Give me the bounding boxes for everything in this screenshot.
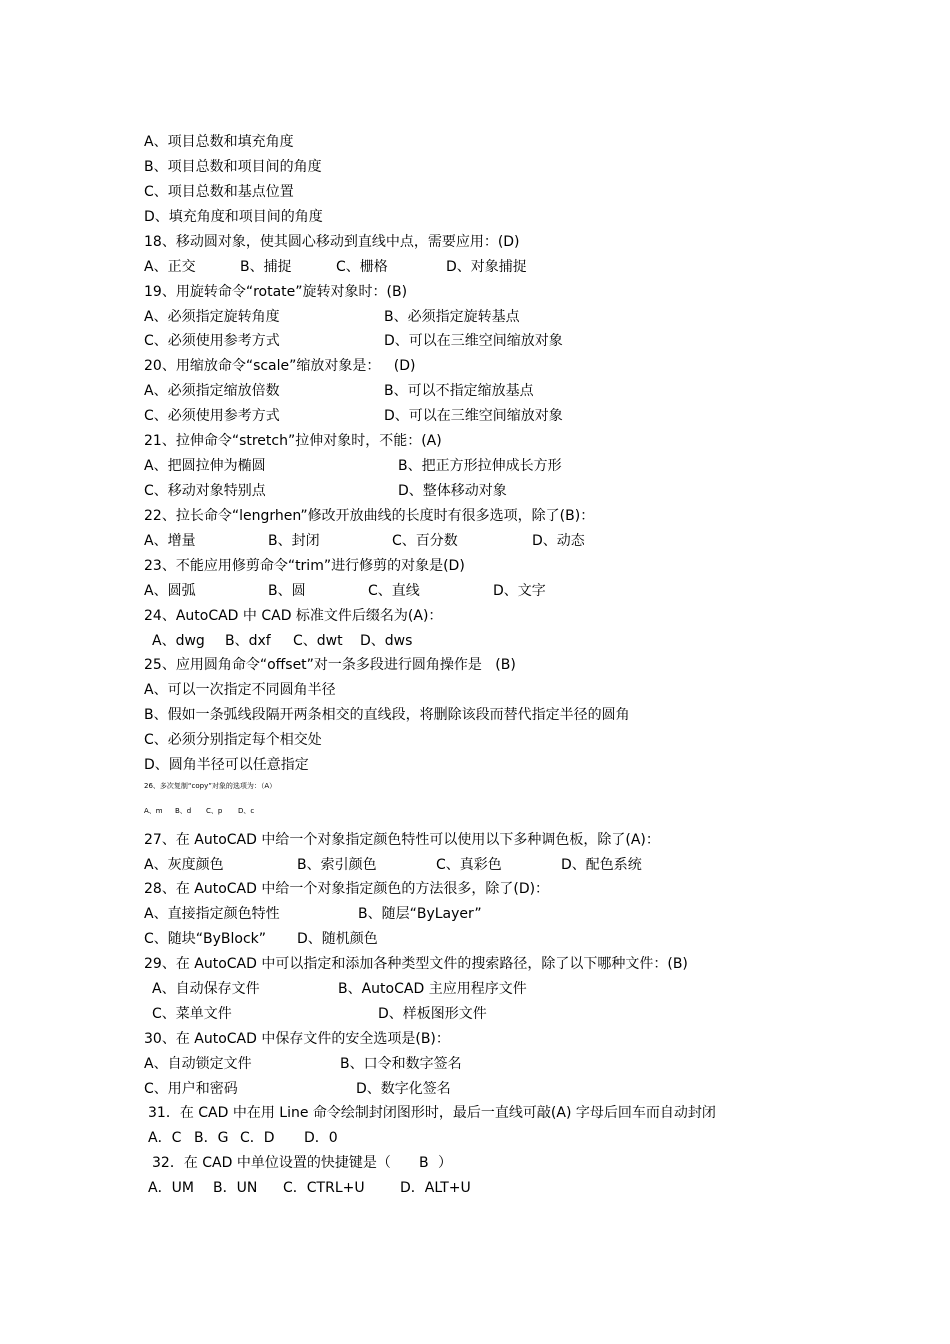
option-text: B、圆: [268, 583, 306, 599]
text-line: [0, 282, 950, 302]
text-line: [0, 730, 950, 750]
text-line: [0, 755, 950, 775]
line-text: A、自动锁定文件: [144, 1056, 252, 1072]
text-line: [0, 1178, 950, 1198]
text-line: [0, 655, 950, 675]
line-text: C、随块“ByBlock”: [144, 931, 267, 947]
option-text: D、动态: [532, 533, 585, 549]
option-text: C．CTRL+U: [283, 1180, 365, 1196]
text-line: [0, 606, 950, 626]
line-text: C、用户和密码: [144, 1081, 238, 1097]
option-text: C．D: [240, 1130, 275, 1146]
option-text: B: [419, 1155, 429, 1171]
text-line: [0, 904, 950, 924]
text-line: [0, 556, 950, 576]
line-text: C、必须使用参考方式: [144, 408, 280, 424]
text-line: [0, 581, 950, 601]
text-line: [0, 830, 950, 850]
line-text: 20、用缩放命令“scale”缩放对象是： (D): [144, 358, 416, 374]
line-text: D、圆角半径可以任意指定: [144, 757, 309, 773]
option-text: B、索引颜色: [297, 857, 377, 873]
line-text: C、移动对象特别点: [144, 483, 266, 499]
line-text: A、增量: [144, 533, 196, 549]
option-text: B．UN: [213, 1180, 258, 1196]
option-text: D、c: [238, 807, 255, 815]
line-text: 31．在 CAD 中在用 Line 命令绘制封闭图形时，最后一直线可敲(A) 字母后回车而自动封闭: [148, 1105, 716, 1121]
line-text: A、把圆拉伸为椭圆: [144, 458, 266, 474]
line-text: 27、在 AutoCAD 中给一个对象指定颜色特性可以使用以下多种调色板，除了(A)：: [144, 832, 660, 848]
option-text: B、可以不指定缩放基点: [384, 383, 534, 399]
line-text: 25、应用圆角命令“offset”对一条多段进行圆角操作是 (B): [144, 657, 516, 673]
text-line: [0, 1153, 950, 1173]
text-line: [0, 506, 950, 526]
option-text: D、文字: [493, 583, 546, 599]
option-text: B、口令和数字签名: [340, 1056, 462, 1072]
text-line: [0, 954, 950, 974]
option-text: D、可以在三维空间缩放对象: [384, 408, 563, 424]
text-line: [0, 381, 950, 401]
text-line: [0, 406, 950, 426]
line-text: A．UM: [148, 1180, 194, 1196]
line-text: 29、在 AutoCAD 中可以指定和添加各种类型文件的搜索路径，除了以下哪种文件：(B): [144, 956, 688, 972]
text-line: [0, 257, 950, 277]
text-line: [0, 1004, 950, 1024]
text-line: [0, 207, 950, 227]
text-line: [0, 431, 950, 451]
line-text: B、项目总数和项目间的角度: [144, 159, 322, 175]
text-line: [0, 132, 950, 152]
text-line: [0, 855, 950, 875]
option-text: C、直线: [368, 583, 420, 599]
text-line: [0, 157, 950, 177]
option-text: B、d: [175, 807, 192, 815]
line-text: 30、在 AutoCAD 中保存文件的安全选项是(B)：: [144, 1031, 450, 1047]
text-line: [0, 879, 950, 899]
option-text: D、可以在三维空间缩放对象: [384, 333, 563, 349]
option-text: D、dws: [360, 633, 413, 649]
line-text: A、正交: [144, 259, 196, 275]
text-line: [0, 631, 950, 651]
text-line: [0, 680, 950, 700]
text-line: [0, 1128, 950, 1148]
text-line: [0, 1079, 950, 1099]
line-text: C、项目总数和基点位置: [144, 184, 294, 200]
text-line: [0, 979, 950, 999]
line-text: C、必须分别指定每个相交处: [144, 732, 322, 748]
line-text: A、m: [144, 807, 163, 815]
text-line: [0, 929, 950, 949]
option-text: D、样板图形文件: [378, 1006, 487, 1022]
line-text: A、项目总数和填充角度: [144, 134, 294, 150]
line-text: 23、不能应用修剪命令“trim”进行修剪的对象是(D): [144, 558, 465, 574]
text-line: [0, 781, 950, 791]
line-text: A、自动保存文件: [152, 981, 260, 997]
text-line: [0, 1103, 950, 1123]
line-text: 28、在 AutoCAD 中给一个对象指定颜色的方法很多，除了(D)：: [144, 881, 550, 897]
line-text: 18、移动圆对象，使其圆心移动到直线中点，需要应用：(D): [144, 234, 520, 250]
option-text: D．ALT+U: [400, 1180, 471, 1196]
option-text: C、栅格: [336, 259, 388, 275]
option-text: C、真彩色: [436, 857, 502, 873]
option-text: B、封闭: [268, 533, 320, 549]
line-text: 32．在 CAD 中单位设置的快捷键是（: [152, 1155, 391, 1171]
option-text: B、AutoCAD 主应用程序文件: [338, 981, 527, 997]
text-line: [0, 331, 950, 351]
text-line: [0, 182, 950, 202]
option-text: B、把正方形拉伸成长方形: [398, 458, 562, 474]
line-text: C、菜单文件: [152, 1006, 232, 1022]
text-line: [0, 307, 950, 327]
option-text: B．G: [194, 1130, 229, 1146]
option-text: D、对象捕捉: [446, 259, 527, 275]
line-text: A、直接指定颜色特性: [144, 906, 280, 922]
option-text: B、随层“ByLayer”: [358, 906, 482, 922]
line-text: A、灰度颜色: [144, 857, 224, 873]
line-text: A．C: [148, 1130, 182, 1146]
option-text: ）: [438, 1155, 452, 1171]
option-text: D、数字化签名: [356, 1081, 451, 1097]
option-text: D．0: [304, 1130, 338, 1146]
option-text: C、p: [206, 807, 223, 815]
line-text: 22、拉长命令“lengrhen”修改开放曲线的长度时有很多选项，除了(B)：: [144, 508, 595, 524]
option-text: C、dwt: [293, 633, 343, 649]
option-text: D、整体移动对象: [398, 483, 507, 499]
line-text: A、dwg: [152, 633, 205, 649]
line-text: 21、拉伸命令“stretch”拉伸对象时，不能：(A): [144, 433, 442, 449]
line-text: D、填充角度和项目间的角度: [144, 209, 323, 225]
text-line: [0, 456, 950, 476]
line-text: 19、用旋转命令“rotate”旋转对象时：(B): [144, 284, 408, 300]
line-text: A、必须指定缩放倍数: [144, 383, 280, 399]
text-line: [0, 1029, 950, 1049]
option-text: B、必须指定旋转基点: [384, 309, 520, 325]
option-text: B、捕捉: [240, 259, 292, 275]
line-text: 24、AutoCAD 中 CAD 标准文件后缀名为(A)：: [144, 608, 443, 624]
text-line: [0, 356, 950, 376]
text-line: [0, 705, 950, 725]
line-text: A、必须指定旋转角度: [144, 309, 280, 325]
text-line: [0, 531, 950, 551]
text-line: [0, 481, 950, 501]
option-text: D、配色系统: [561, 857, 642, 873]
line-text: C、必须使用参考方式: [144, 333, 280, 349]
option-text: B、dxf: [225, 633, 271, 649]
text-line: [0, 232, 950, 252]
text-line: [0, 1054, 950, 1074]
line-text: B、假如一条弧线段隔开两条相交的直线段，将删除该段而替代指定半径的圆角: [144, 707, 630, 723]
option-text: C、百分数: [392, 533, 458, 549]
option-text: D、随机颜色: [297, 931, 378, 947]
line-text: A、可以一次指定不同圆角半径: [144, 682, 336, 698]
text-line: [0, 806, 950, 816]
line-text: 26、多次复制“copy”对象的选项为：（A）: [144, 782, 277, 790]
line-text: A、圆弧: [144, 583, 196, 599]
